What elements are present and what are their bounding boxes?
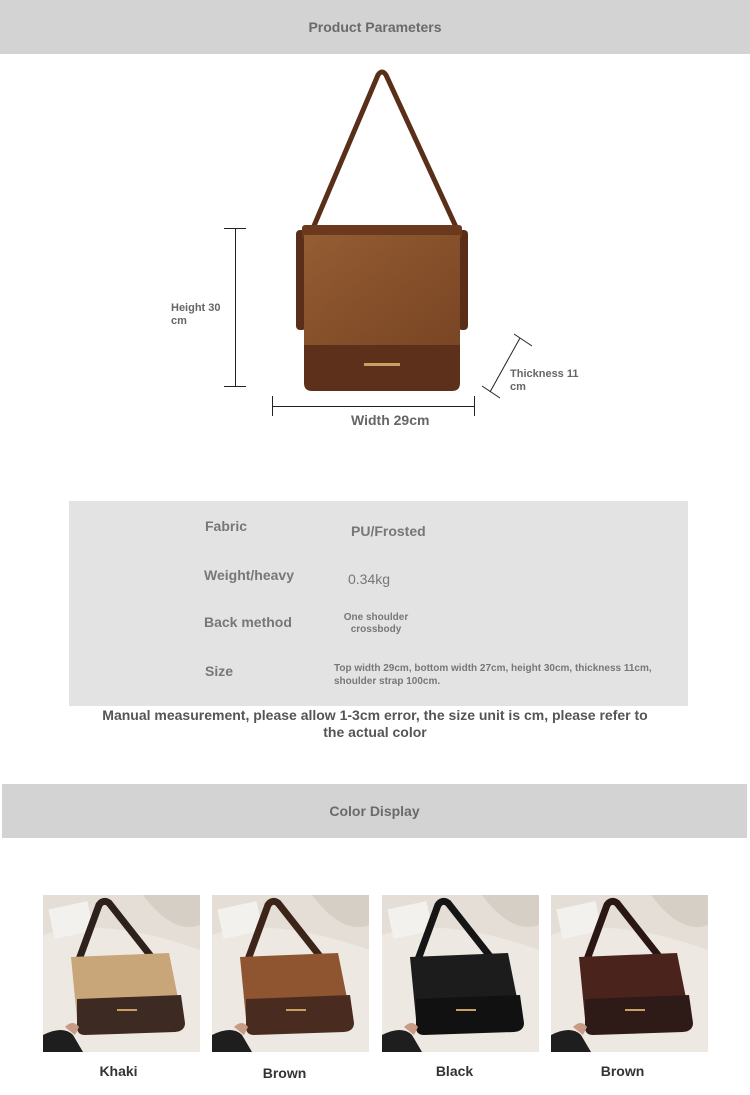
black-bag-image: [382, 895, 539, 1052]
weight-label: Weight/heavy: [204, 567, 294, 583]
color-name-khaki: Khaki: [99, 1063, 138, 1079]
brown-bag-image: [212, 895, 369, 1052]
color-swatch-khaki[interactable]: [43, 895, 200, 1052]
color-display-banner: [2, 784, 747, 838]
size-label: Size: [205, 663, 234, 679]
back-method-label: Back method: [204, 614, 292, 630]
color-name-black: Black: [435, 1063, 474, 1079]
dark-brown-bag-image: [551, 895, 708, 1052]
bag-dimension-image: [280, 65, 480, 395]
product-parameters-banner: [0, 0, 750, 54]
color-swatch-dark-brown[interactable]: [551, 895, 708, 1052]
width-right-tick: [474, 396, 475, 416]
weight-value: 0.34kg: [348, 571, 391, 587]
height-label: Height 30 cm: [171, 302, 221, 327]
measurement-note: Manual measurement, please allow 1-3cm error, the size unit is cm, please refer to the actual color: [102, 707, 648, 740]
color-swatch-brown[interactable]: [212, 895, 369, 1052]
back-method-value: One shoulder crossbody: [343, 612, 409, 635]
banner-title: Product Parameters: [308, 19, 442, 35]
width-label: Width 29cm: [351, 412, 430, 428]
height-bottom-tick: [224, 386, 246, 387]
color-banner-title: Color Display: [329, 803, 420, 819]
color-swatch-black[interactable]: [382, 895, 539, 1052]
height-line: [235, 228, 236, 387]
size-value: Top width 29cm, bottom width 27cm, height 30cm, thickness 11cm, shoulder strap 100cm.: [334, 663, 652, 687]
fabric-label: Fabric: [205, 518, 248, 534]
color-name-dark-brown: Brown: [600, 1063, 645, 1079]
fabric-value: PU/Frosted: [351, 523, 426, 539]
thickness-label: Thickness 11 cm: [510, 368, 579, 393]
width-line: [272, 406, 475, 407]
khaki-bag-image: [43, 895, 200, 1052]
color-name-brown: Brown: [262, 1065, 307, 1081]
